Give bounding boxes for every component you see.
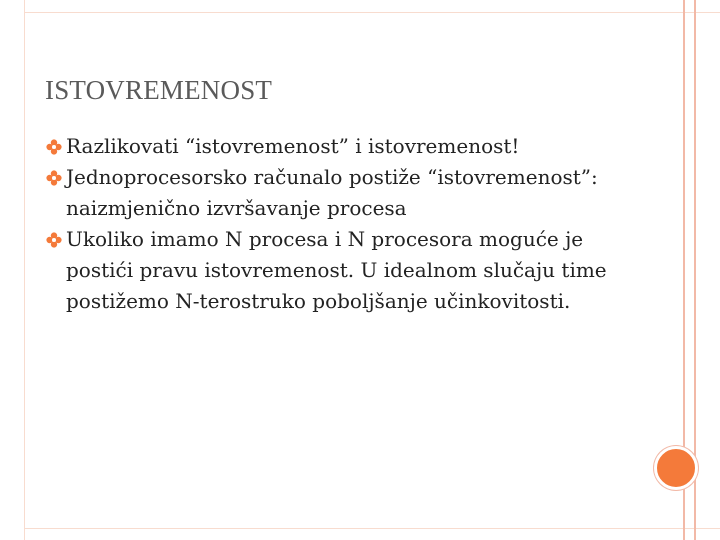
bullet-text: Ukoliko imamo N procesa i N procesora moguće je postići pravu istovremenost. U idealnom slučaju time postižemo N-terostruko poboljšanje učinkovitosti.	[66, 227, 607, 313]
bullet-text: Razlikovati “istovremenost” i istovremenost!	[66, 134, 520, 158]
decorative-circle	[654, 446, 698, 490]
bullet-list	[66, 131, 646, 317]
bullet-item	[66, 224, 646, 317]
frame-left-line	[24, 0, 25, 540]
flower-icon	[46, 170, 62, 186]
frame-top-line	[24, 12, 720, 13]
bullet-text: Jednoprocesorsko računalo postiže “istovremenost”: naizmjenično izvršavanje procesa	[66, 165, 598, 220]
flower-icon	[46, 139, 62, 155]
slide-title: ISTOVREMENOST	[45, 75, 273, 105]
frame-bottom-line	[24, 528, 720, 529]
bullet-item	[66, 131, 646, 162]
flower-icon	[46, 232, 62, 248]
bullet-item	[66, 162, 646, 224]
